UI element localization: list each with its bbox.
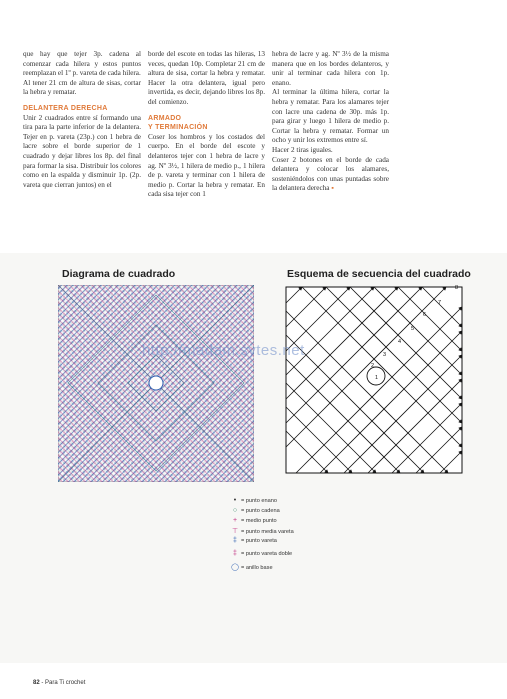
- paragraph-text-end: recha: [313, 184, 330, 193]
- stitch-legend: [229, 497, 294, 573]
- legend-label: = punto cadena: [241, 508, 280, 514]
- paragraph: [272, 156, 389, 194]
- section-heading: DELANTERA DERECHA: [23, 104, 108, 112]
- base-ring-icon: ◯: [231, 564, 239, 571]
- legend-item: [229, 517, 294, 527]
- sequence-number: 6: [423, 312, 427, 318]
- legend-item: [229, 550, 294, 563]
- magazine-name: Para Ti crochet: [45, 680, 86, 686]
- legend-item: [229, 563, 294, 573]
- sequence-number: 7: [438, 300, 442, 306]
- diagram-left-title: Diagrama de cuadrado: [62, 268, 176, 280]
- legend-label: = punto enano: [241, 498, 277, 504]
- text-column-1: [23, 50, 141, 190]
- paragraph-text: Coser 2 botones en el borde de cada delantera y colocar los alamares, sosteniéndolos con unas puntadas sobre la delantera de: [272, 155, 389, 193]
- legend-item: [229, 527, 294, 537]
- double-crochet-icon: ‡: [233, 537, 237, 544]
- text-column-2: [148, 50, 265, 200]
- page-number: 82: [33, 680, 40, 686]
- sequence-number: 5: [411, 326, 415, 332]
- legend-label: = punto vareta doble: [241, 551, 293, 557]
- sequence-number: 3: [383, 352, 387, 358]
- legend-label: = punto media vareta: [241, 529, 294, 535]
- watermark: http://madam.sytes.net: [142, 342, 305, 359]
- paragraph: Hacer 2 tiras iguales.: [272, 145, 333, 154]
- paragraph: Coser los hombros y los costados del cuerpo. En el borde del escote y delanteros tejer con 1 hebra de lacre y ag. Nº 3½, 1 hilera de medio p., 1 hilera de p. vareta y terminar con 1 hilera de medio p. Cortar la hebra y rematar. En cada sisa tejer con 1: [148, 132, 265, 199]
- sequence-number: 2: [371, 363, 375, 369]
- paragraph: que hay que tejer 3p. cadena al comenzar cada hilera y estos puntos reemplazan el 1º p. vareta de cada hilera.: [23, 50, 141, 78]
- footer-separator: -: [41, 680, 44, 686]
- paragraph: Al terminar la última hilera, cortar la hebra y rematar. Para los alamares tejer con lacre una cadena de 30p. más 1p. para girar y luego 1 hilera de medio p. Cortar la hebra y rematar. Formar un ocho y unir los extremos entre sí.: [272, 88, 389, 145]
- legend-label: = medio punto: [241, 518, 277, 524]
- sequence-number: 1: [375, 375, 379, 381]
- diagram-right-title: Esquema de secuencia del cuadrado: [287, 268, 471, 280]
- end-mark: ▪: [331, 184, 334, 193]
- legend-label: = punto vareta: [241, 538, 277, 544]
- paragraph: Unir 2 cuadrados entre sí formando una tira para la parte inferior de la delantera. Tejer en p. vareta (23p.) con 1 hebra de lacre sobre el borde superior de 1 cuadrado y dejar libres los 8p. del final para formar la sisa. Distribuir los colores como en la espalda y disminuir 1p. (2p. vareta que cierran juntos) en el: [23, 113, 141, 189]
- half-double-crochet-icon: ⊤: [231, 528, 239, 535]
- legend-item: [229, 507, 294, 517]
- slip-stitch-icon: •: [233, 497, 237, 504]
- single-crochet-icon: +: [232, 517, 238, 524]
- legend-item: [229, 497, 294, 507]
- crochet-chart-diagram: [58, 285, 254, 482]
- sequence-diagram: [282, 283, 467, 478]
- paragraph: Al tener 21 cm de altura de sisas, cortar la hebra y rematar.: [23, 78, 141, 97]
- sequence-number: 4: [398, 339, 402, 345]
- chain-stitch-icon: ○: [232, 507, 238, 514]
- section-heading: ARMADO: [148, 114, 182, 122]
- page-footer: [33, 680, 85, 686]
- paragraph: borde del escote en todas las hileras, 13 veces, quedan 10p. Completar 21 cm de altura de sisa, cortar la hebra y rematar. Hacer la otra delantera, igual pero invertida, es decir, dejando libres los 8p. del comienzo.: [148, 50, 265, 106]
- paragraph: hebra de lacre y ag. Nº 3½ de la misma manera que en los bordes delanteros, y unir al terminar cada hilera con 1p. enano.: [272, 50, 389, 87]
- sequence-number: 8: [455, 285, 459, 291]
- section-heading: Y TERMINACIÓN: [148, 124, 208, 132]
- legend-label: = anillo base: [241, 565, 273, 571]
- legend-item: [229, 537, 294, 550]
- treble-crochet-icon: ‡: [233, 550, 237, 557]
- text-column-3: [272, 50, 389, 194]
